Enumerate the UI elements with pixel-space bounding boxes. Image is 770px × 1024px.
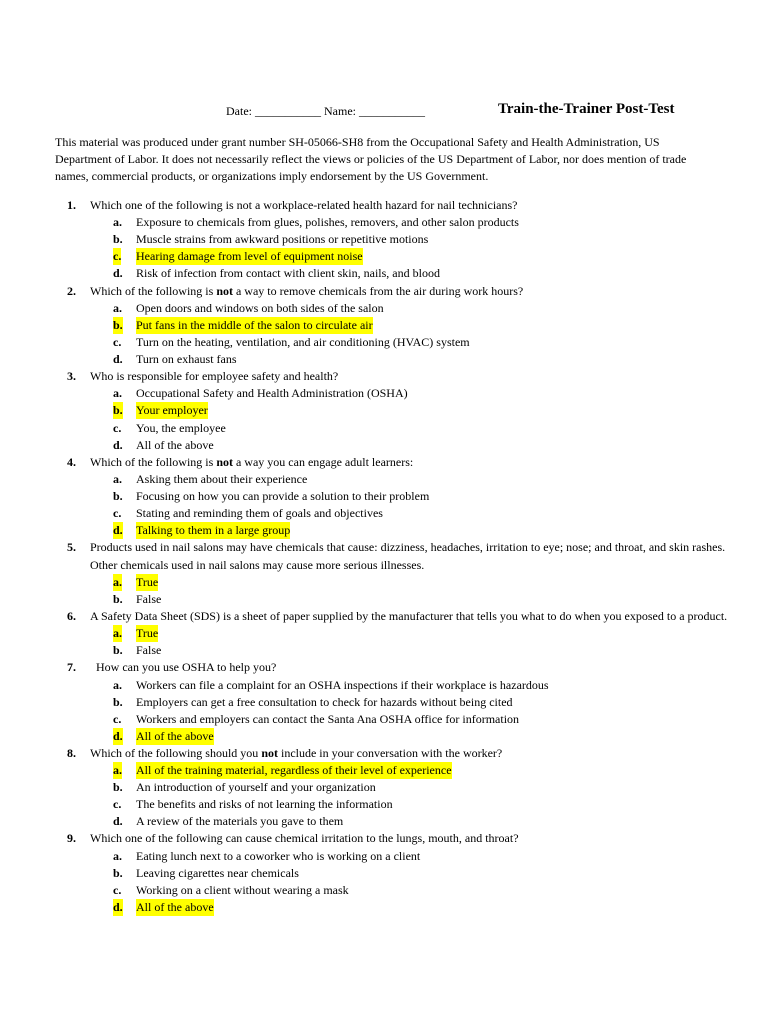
option-letter: d.: [113, 523, 123, 538]
question-number: 9.: [67, 831, 76, 846]
option-letter: a.: [113, 763, 122, 778]
answer-option: [0, 796, 770, 813]
option-letter: d.: [113, 728, 123, 743]
option-letter: d.: [113, 814, 123, 829]
answer-option: [0, 265, 770, 282]
option-text: Focusing on how you can provide a solution to their problem: [136, 489, 430, 504]
option-letter: b.: [113, 694, 123, 709]
question-5: [0, 539, 770, 608]
option-letter: c.: [113, 420, 122, 435]
option-letter: b.: [113, 489, 123, 504]
answer-option: [0, 574, 770, 591]
option-text: You, the employee: [136, 420, 226, 435]
answer-option: [0, 899, 770, 916]
answer-option: [0, 471, 770, 488]
option-letter: b.: [113, 317, 123, 332]
option-letter: a.: [113, 386, 122, 401]
answer-option: [0, 677, 770, 694]
option-letter: a.: [113, 215, 122, 230]
option-text: Eating lunch next to a coworker who is working on a client: [136, 848, 421, 863]
question-1: [0, 197, 770, 283]
option-text: Exposure to chemicals from glues, polishes, removers, and other salon products: [136, 215, 519, 230]
option-text: Turn on exhaust fans: [136, 352, 237, 367]
answer-option: [0, 882, 770, 899]
question-9: [0, 830, 770, 916]
header: [0, 101, 770, 121]
question-list: [0, 197, 770, 916]
option-letter: a.: [113, 626, 122, 641]
question-7: [0, 659, 770, 745]
question-number: 4.: [67, 454, 76, 469]
option-letter: c.: [113, 249, 122, 264]
answer-option: [0, 848, 770, 865]
question-emphasis: not: [216, 454, 233, 469]
answer-option: [0, 522, 770, 539]
answer-option: [0, 420, 770, 437]
option-letter: b.: [113, 403, 123, 418]
question-6: [0, 608, 770, 659]
option-text: A review of the materials you gave to them: [136, 814, 344, 829]
option-text: Stating and reminding them of goals and objectives: [136, 506, 383, 521]
question-text: [0, 608, 730, 625]
answer-option: [0, 402, 770, 419]
answer-option: [0, 694, 770, 711]
answer-option: [0, 214, 770, 231]
option-letter: d.: [113, 266, 123, 281]
answer-option: [0, 300, 770, 317]
question-text: [0, 745, 730, 762]
option-text: Open doors and windows on both sides of the salon: [136, 300, 384, 315]
correct-answer-highlight: Your employer: [136, 403, 208, 418]
question-prompt: Who is responsible for employee safety and health?: [90, 369, 339, 384]
question-prompt: Which of the following is: [90, 283, 217, 298]
question-prompt: How can you use OSHA to help you?: [90, 660, 277, 675]
question-number: 3.: [67, 369, 76, 384]
option-text: Leaving cigarettes near chemicals: [136, 865, 299, 880]
option-text: Turn on the heating, ventilation, and air conditioning (HVAC) system: [136, 334, 470, 349]
question-text: [0, 539, 730, 573]
option-letter: c.: [113, 797, 122, 812]
option-letter: d.: [113, 437, 123, 452]
question-number: 2.: [67, 283, 76, 298]
option-letter: a.: [113, 471, 122, 486]
question-prompt-end: a way you can engage adult learners:: [232, 454, 414, 469]
option-letter: b.: [113, 780, 123, 795]
answer-option: [0, 317, 770, 334]
question-prompt-end: a way to remove chemicals from the air during work hours?: [232, 283, 524, 298]
question-text: [0, 283, 730, 300]
option-text: Asking them about their experience: [136, 471, 308, 486]
option-letter: c.: [113, 334, 122, 349]
question-prompt: Which one of the following can cause chemical irritation to the lungs, mouth, and throat?: [90, 831, 519, 846]
answer-option: [0, 728, 770, 745]
option-text: Risk of infection from contact with client skin, nails, and blood: [136, 266, 440, 281]
question-text: [0, 197, 730, 214]
question-8: [0, 745, 770, 831]
question-text: [0, 830, 730, 847]
option-text: All of the above: [136, 437, 214, 452]
question-number: 1.: [67, 198, 76, 212]
correct-answer-highlight: All of the training material, regardless of their level of experience: [136, 763, 452, 778]
option-letter: c.: [113, 711, 122, 726]
option-letter: d.: [113, 352, 123, 367]
correct-answer-highlight: True: [136, 574, 159, 589]
question-prompt: A Safety Data Sheet (SDS) is a sheet of paper supplied by the manufacturer that tells you what to do when you exposed to a product.: [90, 608, 728, 623]
option-letter: b.: [113, 232, 123, 247]
option-text: Workers can file a complaint for an OSHA inspections if their workplace is hazardous: [136, 677, 549, 692]
answer-option: [0, 351, 770, 368]
date-name-line: Date: ___________ Name: ___________: [226, 104, 425, 118]
option-text: Muscle strains from awkward positions or repetitive motions: [136, 232, 429, 247]
question-text: [0, 368, 730, 385]
option-letter: b.: [113, 643, 123, 658]
question-2: [0, 283, 770, 369]
page-title: Train-the-Trainer Post-Test: [498, 101, 675, 117]
question-3: [0, 368, 770, 454]
option-text: Employers can get a free consultation to check for hazards without being cited: [136, 694, 513, 709]
option-letter: b.: [113, 591, 123, 606]
option-letter: b.: [113, 865, 123, 880]
answer-option: [0, 865, 770, 882]
correct-answer-highlight: True: [136, 626, 159, 641]
answer-option: [0, 591, 770, 608]
question-number: 6.: [67, 608, 76, 623]
answer-option: [0, 762, 770, 779]
correct-answer-highlight: Hearing damage from level of equipment noise: [136, 249, 363, 264]
question-emphasis: not: [216, 283, 233, 298]
question-prompt: Which of the following should you: [90, 745, 262, 760]
question-prompt: Which of the following is: [90, 454, 217, 469]
option-letter: c.: [113, 506, 122, 521]
answer-option: [0, 437, 770, 454]
option-text: Occupational Safety and Health Administration (OSHA): [136, 386, 408, 401]
option-text: Workers and employers can contact the Santa Ana OSHA office for information: [136, 711, 520, 726]
question-4: [0, 454, 770, 540]
option-text: Working on a client without wearing a mask: [136, 882, 349, 897]
correct-answer-highlight: Talking to them in a large group: [136, 523, 291, 538]
option-letter: d.: [113, 899, 123, 914]
question-number: 5.: [67, 540, 76, 555]
question-number: 8.: [67, 745, 76, 760]
answer-option: [0, 779, 770, 796]
question-emphasis: not: [261, 745, 278, 760]
option-letter: a.: [113, 848, 122, 863]
question-prompt-end: include in your conversation with the worker?: [277, 745, 503, 760]
correct-answer-highlight: All of the above: [136, 899, 214, 914]
answer-option: [0, 625, 770, 642]
correct-answer-highlight: All of the above: [136, 728, 214, 743]
answer-option: [0, 813, 770, 830]
option-letter: a.: [113, 574, 122, 589]
answer-option: [0, 505, 770, 522]
option-letter: a.: [113, 677, 122, 692]
answer-option: [0, 385, 770, 402]
option-text: An introduction of yourself and your organization: [136, 780, 376, 795]
question-text: [0, 454, 730, 471]
grant-disclaimer: This material was produced under grant number SH-05066-SH8 from the Occupational Safety and Health Administration, US Department of Labor. It does not necessarily reflect the views or policies of the US Department of Labor, nor does mention of trade names, commercial products, or organizations imply endorsement by the US Government.: [55, 135, 687, 183]
question-text: [0, 659, 730, 676]
question-prompt: Products used in nail salons may have chemicals that cause: dizziness, headaches, irritation to eye; nose; and throat, and skin rashes. Other chemicals used in nail salons may cause more serious illnesses.: [90, 540, 729, 572]
option-text: The benefits and risks of not learning the information: [136, 797, 393, 812]
answer-option: [0, 334, 770, 351]
answer-option: [0, 711, 770, 728]
answer-option: [0, 248, 770, 265]
answer-option: [0, 488, 770, 505]
question-prompt: Which one of the following is not a workplace-related health hazard for nail technicians?: [90, 198, 518, 212]
option-letter: c.: [113, 882, 122, 897]
option-text: False: [136, 643, 162, 658]
question-number: 7.: [67, 660, 76, 675]
answer-option: [0, 642, 770, 659]
answer-option: [0, 231, 770, 248]
option-text: False: [136, 591, 162, 606]
option-letter: a.: [113, 300, 122, 315]
correct-answer-highlight: Put fans in the middle of the salon to circulate air: [136, 317, 373, 332]
